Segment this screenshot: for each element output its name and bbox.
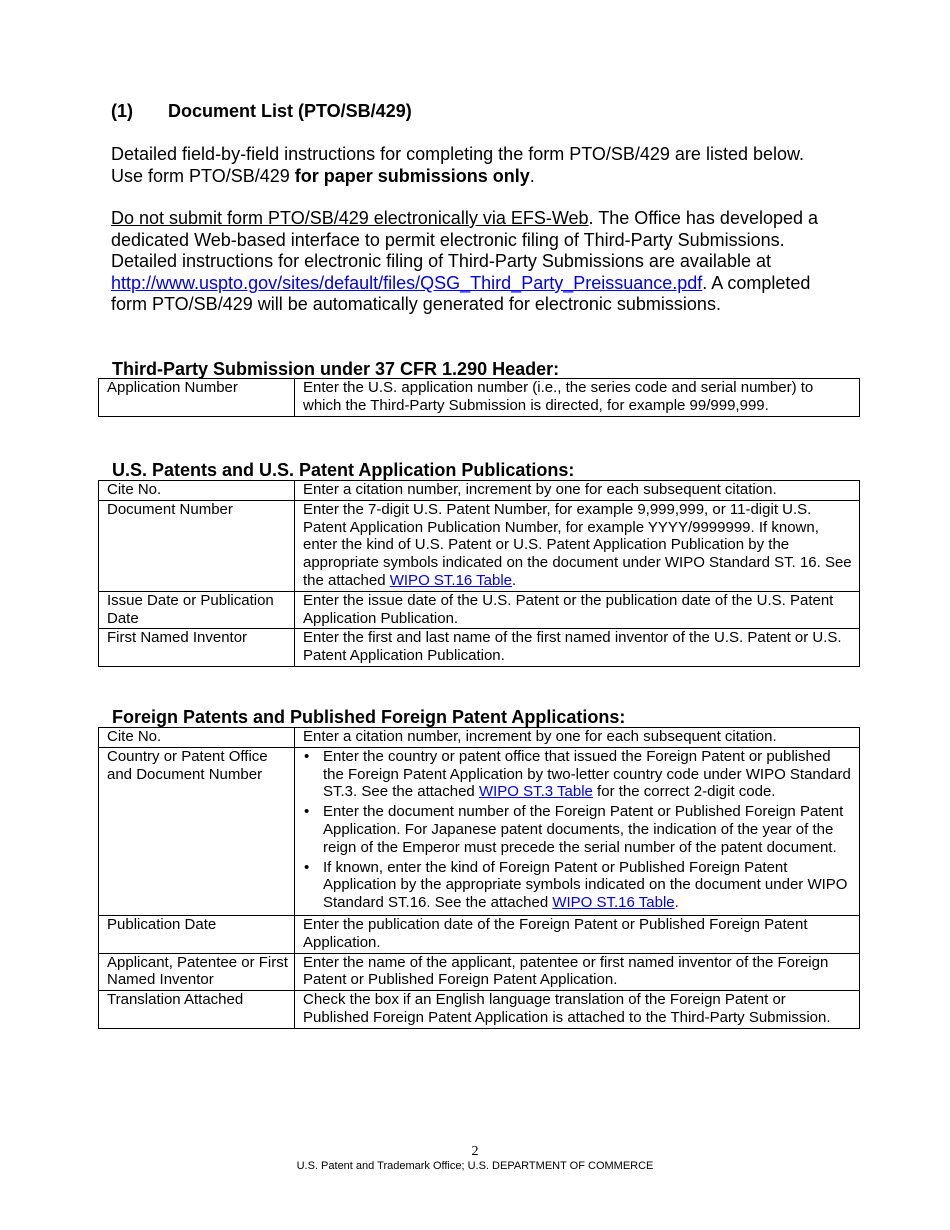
- table-row: [99, 747, 860, 915]
- field-description: Enter the name of the applicant, patentee or first named inventor of the Foreign Patent or Published Foreign Patent Application.: [295, 953, 860, 991]
- table-row: [99, 591, 860, 629]
- table-row: [99, 500, 860, 591]
- intro-line-2-pre: Use form PTO/SB/429: [111, 165, 295, 186]
- field-name: Cite No.: [99, 728, 295, 748]
- section-heading: [111, 101, 412, 122]
- foreign-section-title: Foreign Patents and Published Foreign Patent Applications:: [112, 707, 626, 727]
- intro-line-2-post: .: [529, 165, 535, 186]
- field-description: Enter the first and last name of the first named inventor of the U.S. Patent or U.S. Patent Application Publication.: [295, 629, 860, 667]
- us-patents-table: [98, 480, 860, 667]
- field-description: Enter the issue date of the U.S. Patent or the publication date of the U.S. Patent Application Publication.: [295, 591, 860, 629]
- list-item: [323, 859, 855, 912]
- wipo-st16-link[interactable]: WIPO ST.16 Table: [552, 894, 675, 912]
- section-number: (1): [111, 101, 133, 121]
- page-number: 2: [471, 1144, 479, 1159]
- field-name: Publication Date: [99, 915, 295, 953]
- intro-line-2-bold: for paper submissions only: [294, 165, 530, 186]
- header-table: [98, 378, 860, 417]
- foreign-patents-table: [98, 727, 860, 1029]
- list-item-text: Enter the country or patent office that issued the Foreign Patent or published the Foreign Patent Application by two-letter country code under WIPO Standard ST.3. See the attached: [323, 747, 851, 801]
- field-name: Issue Date or Publication Date: [99, 591, 295, 629]
- notice-text-2: . A completed form PTO/SB/429 will be automatically generated for electronic submissions.: [111, 272, 811, 315]
- list-item-text: Enter the document number of the Foreign Patent or Published Foreign Patent Application. For Japanese patent documents, the indication of the year of the reign of the Emperor must precede the serial number of the patent document.: [323, 803, 844, 856]
- table-row: [99, 481, 860, 501]
- qsg-pdf-link[interactable]: http://www.uspto.gov/sites/default/files/QSG_Third_Party_Preissuance.pdf: [111, 272, 703, 293]
- footer-text: U.S. Patent and Trademark Office; U.S. DEPARTMENT OF COMMERCE: [296, 1160, 654, 1172]
- table-row: [99, 991, 860, 1029]
- list-item-text: If known, enter the kind of Foreign Patent or Published Foreign Patent Application by the appropriate symbols indicated on the document under WIPO Standard ST.16. See the attached: [323, 858, 848, 912]
- field-description: Enter a citation number, increment by one for each subsequent citation.: [295, 728, 860, 748]
- field-name: First Named Inventor: [99, 629, 295, 667]
- notice-paragraph: [111, 208, 851, 316]
- table-row: [99, 629, 860, 667]
- list-item: [323, 748, 855, 801]
- intro-paragraph: [111, 144, 851, 187]
- instruction-list: [303, 748, 855, 912]
- table-row: [99, 915, 860, 953]
- table-row: [99, 379, 860, 417]
- notice-underlined: Do not submit form PTO/SB/429 electronically via EFS-Web: [111, 208, 589, 228]
- list-item-text-end: for the correct 2-digit code.: [592, 783, 776, 801]
- field-description: [295, 747, 860, 915]
- field-name: Cite No.: [99, 481, 295, 501]
- wipo-st3-link[interactable]: WIPO ST.3 Table: [478, 783, 593, 801]
- us-section-title: U.S. Patents and U.S. Patent Application Publications:: [112, 460, 575, 480]
- field-description: [295, 500, 860, 591]
- field-description: Enter a citation number, increment by one for each subsequent citation.: [295, 481, 860, 501]
- wipo-st16-link[interactable]: WIPO ST.16 Table: [389, 571, 513, 589]
- field-name: Translation Attached: [99, 991, 295, 1029]
- table-row: [99, 953, 860, 991]
- field-description-text: Enter the 7-digit U.S. Patent Number, for example 9,999,999, or 11-digit U.S. Patent Application Publication Number, for example YYYY/9999999. If known, enter the kind of U.S. Patent or U.S. Patent Application Publication by the appropriate symbols indicated on the document under WIPO Standard ST. 16. See the attached: [303, 500, 852, 589]
- field-name: Country or Patent Office and Document Number: [99, 747, 295, 915]
- field-description: Enter the U.S. application number (i.e., the series code and serial number) to which the Third-Party Submission is directed, for example 99/999,999.: [295, 379, 860, 417]
- list-item: [323, 803, 855, 856]
- intro-line-1: Detailed field-by-field instructions for completing the form PTO/SB/429 are listed below.: [111, 144, 804, 164]
- field-name: Application Number: [99, 379, 295, 417]
- table-row: [99, 728, 860, 748]
- notice-text-1: . The Office has developed a dedicated Web-based interface to permit electronic filing of Third-Party Submissions. Detailed instructions for electronic filing of Third-Party Submissions are available at: [111, 208, 819, 272]
- header-section-title: Third-Party Submission under 37 CFR 1.290 Header:: [112, 359, 560, 379]
- field-name: Applicant, Patentee or First Named Inventor: [99, 953, 295, 991]
- list-item-text-end: .: [674, 894, 679, 912]
- field-description: Enter the publication date of the Foreign Patent or Published Foreign Patent Application.: [295, 915, 860, 953]
- field-description-end: .: [512, 571, 517, 589]
- field-description: Check the box if an English language translation of the Foreign Patent or Published Foreign Patent Application is attached to the Third-Party Submission.: [295, 991, 860, 1029]
- field-name: Document Number: [99, 500, 295, 591]
- section-title: Document List (PTO/SB/429): [168, 101, 412, 121]
